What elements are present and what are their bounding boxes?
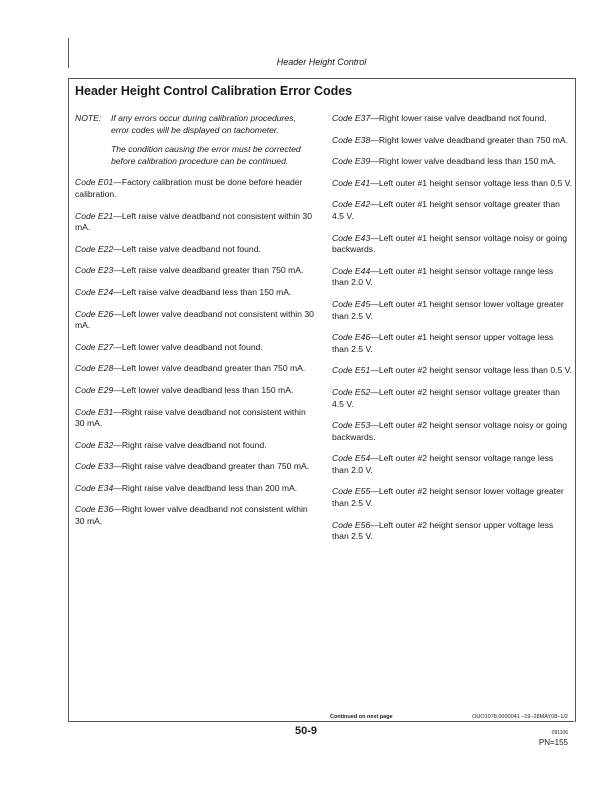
error-code-entry [75, 363, 315, 375]
error-code: Code E56 [332, 519, 371, 530]
frame-bottom-rule [68, 721, 574, 722]
error-code: Code E01 [75, 177, 114, 188]
error-code: Code E53 [332, 420, 371, 431]
page-number: 50-9 [294, 725, 318, 737]
error-code: Code E55 [332, 486, 371, 497]
error-description: —Left outer #2 height sensor voltage noisy or going backwards. [332, 420, 568, 442]
error-code-entry [332, 365, 572, 377]
error-code-entry [75, 504, 315, 527]
error-description: —Left outer #1 height sensor voltage less than 0.5 V. [370, 177, 573, 188]
error-code: Code E52 [332, 386, 371, 397]
error-description: —Left raise valve deadband less than 150 mA. [113, 286, 292, 297]
error-code: Code E29 [75, 384, 114, 395]
error-description: —Left raise valve deadband greater than 750 mA. [113, 265, 304, 276]
error-code-entry [75, 309, 315, 332]
error-code-entry [332, 387, 572, 410]
error-description: —Left outer #2 height sensor upper voltage less than 2.5 V. [332, 519, 554, 542]
error-code-entry [75, 461, 315, 473]
error-description: —Left outer #1 height sensor lower voltage greater than 2.5 V. [332, 298, 564, 321]
note-label: NOTE: [75, 113, 102, 123]
error-description: —Right lower valve deadband not consistent within 30 mA. [75, 504, 308, 527]
error-code: Code E44 [332, 265, 371, 276]
error-code-entry [75, 287, 315, 299]
document-id: OUO1078,0000041 –19–28MAY08–1/2 [472, 714, 568, 720]
error-code-entry [332, 113, 572, 125]
error-description: —Left outer #2 height sensor voltage greater than 4.5 V. [332, 386, 560, 409]
error-code-entry [75, 342, 315, 354]
note-text-2: The condition causing the error must be corrected before calibration procedure can be continued. [111, 144, 301, 166]
pn-number: PN=155 [538, 738, 568, 747]
error-code: Code E26 [75, 308, 114, 319]
note-block [75, 113, 315, 136]
error-code: Code E28 [75, 363, 114, 374]
note-text-1: If any errors occur during calibration procedures, error codes will be displayed on tachometer. [111, 113, 296, 135]
error-code-entry [332, 520, 572, 543]
error-description: —Right raise valve deadband not found. [113, 439, 267, 450]
error-code: Code E43 [332, 232, 371, 243]
error-code: Code E45 [332, 298, 371, 309]
error-code: Code E42 [332, 199, 371, 210]
error-code: Code E27 [75, 341, 114, 352]
error-code-entry [332, 233, 572, 256]
error-code: Code E46 [332, 332, 371, 343]
error-description: —Left outer #1 height sensor upper voltage less than 2.5 V. [332, 332, 554, 354]
error-description: —Factory calibration must be done before header calibration. [75, 177, 303, 199]
error-description: —Left outer #2 height sensor voltage range less than 2.0 V. [332, 453, 554, 475]
error-code-entry [75, 385, 315, 397]
error-code: Code E54 [332, 453, 371, 464]
left-code-list [75, 177, 315, 527]
error-code: Code E33 [75, 461, 114, 472]
section-title: Header Height Control Calibration Error Codes [75, 84, 353, 98]
error-code-entry [332, 299, 572, 322]
error-code-entry [332, 199, 572, 222]
error-code-entry [332, 156, 572, 168]
error-code: Code E24 [75, 286, 114, 297]
error-code-entry [75, 177, 315, 200]
error-description: —Right raise valve deadband not consistent within 30 mA. [75, 406, 306, 429]
error-code-entry [332, 266, 572, 289]
error-code-entry [75, 483, 315, 495]
error-code-entry [332, 135, 572, 147]
error-code-entry [332, 453, 572, 476]
error-description: —Left outer #2 height sensor lower voltage greater than 2.5 V. [332, 486, 564, 509]
error-description: —Left lower valve deadband not consistent within 30 mA. [75, 308, 314, 331]
continued-notice: Continued on next page [330, 714, 393, 720]
error-description: —Left outer #1 height sensor voltage greater than 4.5 V. [332, 199, 560, 221]
error-description: —Right raise valve deadband less than 200 mA. [113, 482, 298, 493]
error-code: Code E41 [332, 177, 371, 188]
error-code-entry [332, 420, 572, 443]
error-code: Code E34 [75, 482, 114, 493]
error-description: —Left lower valve deadband not found. [113, 341, 263, 352]
error-description: —Right lower raise valve deadband not found. [370, 113, 547, 123]
error-description: —Left outer #1 height sensor voltage noisy or going backwards. [332, 232, 568, 255]
error-code-entry [75, 440, 315, 452]
running-title: Header Height Control [276, 57, 367, 67]
error-description: —Left lower valve deadband less than 150 mA. [113, 384, 294, 395]
error-code: Code E21 [75, 210, 114, 221]
error-code-entry [332, 332, 572, 355]
error-description: —Right lower valve deadband greater than 750 mA. [370, 134, 569, 145]
error-code-entry [332, 178, 572, 190]
error-description: —Left lower valve deadband greater than 750 mA. [113, 363, 306, 374]
error-code: Code E38 [332, 134, 371, 145]
error-description: —Right lower valve deadband less than 150 mA. [370, 156, 557, 167]
left-column [75, 113, 315, 538]
error-code-entry [75, 211, 315, 234]
error-code: Code E22 [75, 243, 114, 254]
error-code-entry [75, 407, 315, 430]
error-description: —Right raise valve deadband greater than 750 mA. [113, 461, 310, 472]
running-header [68, 57, 575, 67]
error-code: Code E32 [75, 439, 114, 450]
error-code-entry [332, 486, 572, 509]
error-code: Code E51 [332, 365, 371, 376]
error-code-entry [75, 265, 315, 277]
error-code: Code E37 [332, 113, 371, 123]
error-code: Code E23 [75, 265, 114, 276]
error-code: Code E36 [75, 504, 114, 515]
error-code: Code E31 [75, 406, 114, 417]
right-column [332, 113, 572, 553]
error-code: Code E39 [332, 156, 371, 167]
error-description: —Left raise valve deadband not found. [113, 243, 261, 254]
error-code-entry [75, 244, 315, 256]
error-description: —Left outer #2 height sensor voltage less than 0.5 V. [370, 365, 573, 376]
error-description: —Left raise valve deadband not consistent within 30 mA. [75, 210, 312, 233]
error-description: —Left outer #1 height sensor voltage range less than 2.0 V. [332, 265, 554, 288]
print-date-code: 091106 [551, 730, 568, 736]
